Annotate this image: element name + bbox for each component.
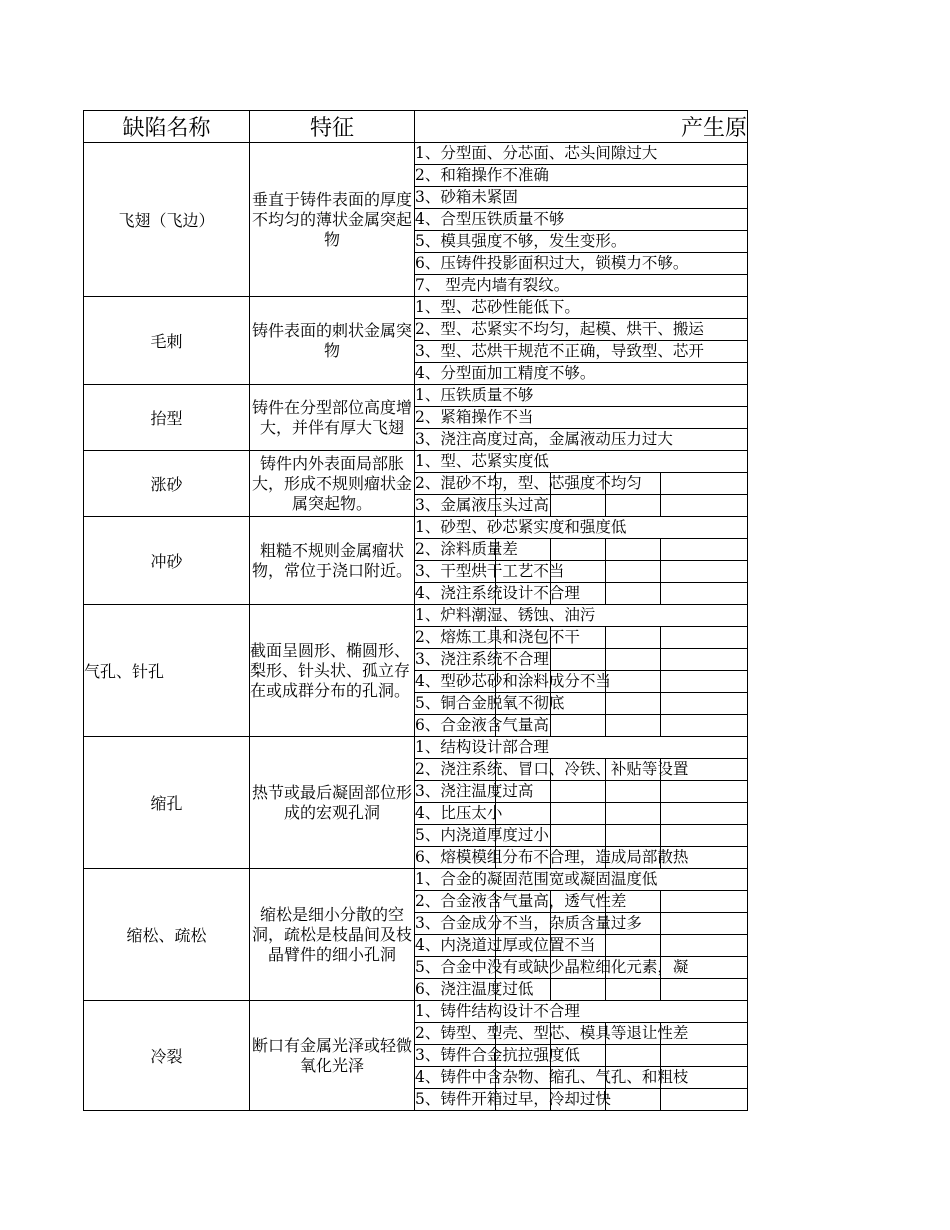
sheet-grid-line — [495, 1067, 496, 1088]
defect-name-cell: 抬型 — [84, 385, 250, 451]
defect-name-cell: 缩孔 — [84, 737, 250, 869]
cause-text: 4、比压太小 — [415, 804, 503, 822]
sheet-grid-line — [550, 1089, 551, 1110]
sheet-grid-line — [605, 759, 606, 780]
cause-cell — [415, 957, 748, 979]
cause-text: 4、分型面加工精度不够。 — [415, 364, 596, 382]
sheet-grid-line — [495, 1023, 496, 1044]
sheet-grid-line — [550, 1045, 551, 1066]
defect-table-sheet — [83, 110, 747, 1114]
sheet-grid-line — [605, 495, 606, 516]
cause-text: 6、合金液含气量高 — [415, 716, 549, 734]
sheet-grid-line — [550, 1023, 551, 1044]
cause-text: 5、内浇道厚度过小 — [415, 826, 549, 844]
cause-cell — [415, 803, 748, 825]
cause-cell — [415, 561, 748, 583]
cause-text: 2、熔炼工具和浇包不干 — [415, 628, 580, 646]
sheet-grid-line — [605, 583, 606, 604]
cause-cell — [415, 583, 748, 605]
sheet-grid-line — [550, 847, 551, 868]
cause-cell — [415, 319, 748, 341]
sheet-grid-line — [660, 671, 661, 692]
sheet-grid-line — [495, 693, 496, 714]
cause-cell — [415, 165, 748, 187]
sheet-grid-line — [605, 693, 606, 714]
sheet-grid-line — [660, 913, 661, 934]
sheet-grid-line — [495, 759, 496, 780]
cause-cell — [415, 517, 748, 539]
cause-text: 2、混砂不均，型、芯强度不均匀 — [415, 474, 642, 492]
defect-name-cell: 飞翅（飞边） — [84, 143, 250, 297]
sheet-grid-line — [495, 781, 496, 802]
sheet-grid-line — [605, 1045, 606, 1066]
sheet-grid-line — [495, 627, 496, 648]
cause-cell — [415, 539, 748, 561]
cause-cell — [415, 1023, 748, 1045]
cause-text: 6、熔模模组分布不合理，造成局部散热 — [415, 848, 689, 866]
cause-cell — [415, 649, 748, 671]
cause-text: 3、合金成分不当，杂质含量过多 — [415, 914, 642, 932]
cause-text: 5、铸件开箱过早，冷却过快 — [415, 1090, 611, 1108]
sheet-grid-line — [660, 715, 661, 736]
cause-text: 7、 型壳内墙有裂纹。 — [415, 276, 570, 294]
sheet-grid-line — [660, 495, 661, 516]
cause-text: 2、浇注系统、冒口、冷铁、补贴等设置 — [415, 760, 689, 778]
sheet-grid-line — [605, 1067, 606, 1088]
cause-text: 1、结构设计部合理 — [415, 738, 549, 756]
cause-text: 6、压铸件投影面积过大，锁模力不够。 — [415, 254, 689, 272]
defect-feature-cell: 热节或最后凝固部位形成的宏观孔洞 — [250, 737, 415, 869]
defect-feature-cell: 断口有金属光泽或轻微氧化光泽 — [250, 1001, 415, 1111]
cause-text: 3、型、芯烘干规范不正确，导致型、芯开 — [415, 342, 704, 360]
sheet-grid-line — [550, 803, 551, 824]
cause-row — [84, 605, 748, 627]
cause-text: 2、和箱操作不准确 — [415, 166, 549, 184]
sheet-grid-line — [495, 935, 496, 956]
sheet-grid-line — [495, 913, 496, 934]
cause-cell — [415, 671, 748, 693]
sheet-grid-line — [605, 1089, 606, 1110]
sheet-grid-line — [660, 693, 661, 714]
cause-row — [84, 143, 748, 165]
sheet-grid-line — [660, 627, 661, 648]
cause-cell — [415, 429, 748, 451]
sheet-grid-line — [550, 495, 551, 516]
sheet-grid-line — [495, 539, 496, 560]
cause-cell — [415, 473, 748, 495]
cause-text: 5、铜合金脱氧不彻底 — [415, 694, 565, 712]
cause-row — [84, 297, 748, 319]
header-cause: 产生原 — [415, 111, 748, 143]
defect-feature-cell: 铸件内外表面局部胀大，形成不规则瘤状金属突起物。 — [250, 451, 415, 517]
sheet-grid-line — [660, 957, 661, 978]
sheet-grid-line — [550, 671, 551, 692]
cause-cell — [415, 1089, 748, 1111]
defect-name-cell: 缩松、疏松 — [84, 869, 250, 1001]
sheet-grid-line — [495, 649, 496, 670]
sheet-grid-line — [495, 979, 496, 1000]
cause-row — [84, 385, 748, 407]
sheet-grid-line — [495, 803, 496, 824]
sheet-grid-line — [550, 957, 551, 978]
cause-row — [84, 451, 748, 473]
sheet-grid-line — [495, 473, 496, 494]
sheet-grid-line — [550, 891, 551, 912]
defect-name-cell: 毛刺 — [84, 297, 250, 385]
header-defect-name: 缺陷名称 — [84, 111, 250, 143]
cause-text: 4、型砂芯砂和涂料成分不当 — [415, 672, 611, 690]
sheet-grid-line — [660, 979, 661, 1000]
cause-cell — [415, 407, 748, 429]
sheet-grid-line — [660, 1089, 661, 1110]
sheet-grid-line — [660, 1045, 661, 1066]
sheet-grid-line — [660, 561, 661, 582]
sheet-grid-line — [495, 825, 496, 846]
sheet-grid-line — [605, 979, 606, 1000]
sheet-grid-line — [605, 847, 606, 868]
sheet-grid-line — [550, 473, 551, 494]
cause-text: 5、模具强度不够，发生变形。 — [415, 232, 627, 250]
sheet-grid-line — [605, 649, 606, 670]
sheet-grid-line — [605, 913, 606, 934]
sheet-grid-line — [550, 715, 551, 736]
cause-cell — [415, 715, 748, 737]
cause-cell — [415, 913, 748, 935]
cause-cell — [415, 627, 748, 649]
cause-cell — [415, 253, 748, 275]
defect-feature-cell: 铸件在分型部位高度增大，并伴有厚大飞翅 — [250, 385, 415, 451]
sheet-grid-line — [495, 957, 496, 978]
sheet-grid-line — [550, 979, 551, 1000]
defect-feature-cell: 缩松是细小分散的空洞，疏松是枝晶间及枝晶臂件的细小孔洞 — [250, 869, 415, 1001]
cause-row — [84, 869, 748, 891]
sheet-grid-line — [605, 561, 606, 582]
cause-cell — [415, 759, 748, 781]
cause-cell — [415, 1045, 748, 1067]
cause-cell — [415, 979, 748, 1001]
cause-cell — [415, 1067, 748, 1089]
cause-text: 4、合型压铁质量不够 — [415, 210, 565, 228]
cause-cell — [415, 275, 748, 297]
defect-feature-cell: 粗糙不规则金属瘤状物，常位于浇口附近。 — [250, 517, 415, 605]
sheet-grid-line — [605, 781, 606, 802]
cause-cell — [415, 869, 748, 891]
sheet-grid-line — [605, 715, 606, 736]
cause-cell — [415, 1001, 748, 1023]
sheet-grid-line — [660, 759, 661, 780]
sheet-grid-line — [495, 1089, 496, 1110]
cause-cell — [415, 495, 748, 517]
sheet-grid-line — [495, 1045, 496, 1066]
sheet-grid-line — [660, 1023, 661, 1044]
cause-text: 1、型、芯砂性能低下。 — [415, 298, 580, 316]
cause-cell — [415, 891, 748, 913]
sheet-grid-line — [550, 561, 551, 582]
cause-cell — [415, 825, 748, 847]
cause-text: 1、炉料潮湿、锈蚀、油污 — [415, 606, 596, 624]
cause-text: 2、涂料质量差 — [415, 540, 518, 558]
cause-cell — [415, 781, 748, 803]
cause-text: 3、砂箱未紧固 — [415, 188, 518, 206]
sheet-grid-line — [605, 891, 606, 912]
sheet-grid-line — [660, 803, 661, 824]
sheet-grid-line — [495, 671, 496, 692]
cause-cell — [415, 935, 748, 957]
sheet-grid-line — [660, 473, 661, 494]
defect-table — [83, 110, 748, 1111]
cause-text: 4、内浇道过厚或位置不当 — [415, 936, 596, 954]
cause-text: 2、紧箱操作不当 — [415, 408, 534, 426]
sheet-grid-line — [660, 539, 661, 560]
cause-cell — [415, 385, 748, 407]
header-feature: 特征 — [250, 111, 415, 143]
sheet-grid-line — [495, 847, 496, 868]
defect-feature-cell: 铸件表面的刺状金属突物 — [250, 297, 415, 385]
sheet-grid-line — [550, 649, 551, 670]
cause-row — [84, 517, 748, 539]
cause-text: 1、铸件结构设计不合理 — [415, 1002, 580, 1020]
cause-cell — [415, 187, 748, 209]
defect-name-cell: 冷裂 — [84, 1001, 250, 1111]
cause-text: 4、铸件中含杂物、缩孔、气孔、和粗枝 — [415, 1068, 689, 1086]
defect-table-body — [84, 143, 748, 1111]
cause-text: 4、浇注系统设计不合理 — [415, 584, 580, 602]
sheet-grid-line — [605, 671, 606, 692]
header-row — [84, 111, 748, 143]
sheet-grid-line — [605, 539, 606, 560]
sheet-grid-line — [550, 1067, 551, 1088]
sheet-grid-line — [550, 693, 551, 714]
sheet-grid-line — [550, 935, 551, 956]
cause-text: 5、合金中没有或缺少晶粒细化元素，凝 — [415, 958, 689, 976]
sheet-grid-line — [495, 715, 496, 736]
sheet-grid-line — [660, 825, 661, 846]
cause-cell — [415, 297, 748, 319]
cause-text: 2、合金液含气量高，透气性差 — [415, 892, 627, 910]
cause-text: 3、铸件合金抗拉强度低 — [415, 1046, 580, 1064]
sheet-grid-line — [550, 913, 551, 934]
cause-cell — [415, 341, 748, 363]
cause-cell — [415, 737, 748, 759]
sheet-grid-line — [495, 583, 496, 604]
sheet-grid-line — [660, 1067, 661, 1088]
sheet-grid-line — [550, 759, 551, 780]
sheet-grid-line — [495, 495, 496, 516]
cause-cell — [415, 451, 748, 473]
cause-text: 3、浇注温度过高 — [415, 782, 534, 800]
cause-text: 1、分型面、分芯面、芯头间隙过大 — [415, 144, 658, 162]
sheet-grid-line — [550, 583, 551, 604]
defect-name-cell: 涨砂 — [84, 451, 250, 517]
cause-text: 3、金属液压头过高 — [415, 496, 549, 514]
cause-text: 2、型、芯紧实不均匀，起模、烘干、搬运 — [415, 320, 704, 338]
sheet-grid-line — [550, 825, 551, 846]
cause-row — [84, 1001, 748, 1023]
cause-cell — [415, 693, 748, 715]
sheet-grid-line — [660, 847, 661, 868]
defect-name-cell: 气孔、针孔 — [84, 605, 250, 737]
cause-text: 2、铸型、型壳、型芯、模具等退让性差 — [415, 1024, 689, 1042]
cause-cell — [415, 363, 748, 385]
cause-text: 3、浇注系统不合理 — [415, 650, 549, 668]
sheet-grid-line — [605, 473, 606, 494]
sheet-grid-line — [605, 935, 606, 956]
sheet-grid-line — [605, 803, 606, 824]
sheet-grid-line — [660, 935, 661, 956]
cause-row — [84, 737, 748, 759]
cause-text: 6、浇注温度过低 — [415, 980, 534, 998]
defect-feature-cell: 截面呈圆形、椭圆形、梨形、针头状、孤立存在或成群分布的孔洞。 — [250, 605, 415, 737]
sheet-grid-line — [605, 1023, 606, 1044]
cause-cell — [415, 605, 748, 627]
cause-cell — [415, 143, 748, 165]
sheet-grid-line — [550, 539, 551, 560]
sheet-grid-line — [495, 561, 496, 582]
cause-text: 1、压铁质量不够 — [415, 386, 534, 404]
cause-text: 3、浇注高度过高，金属液动压力过大 — [415, 430, 673, 448]
sheet-grid-line — [550, 781, 551, 802]
sheet-grid-line — [660, 891, 661, 912]
cause-text: 3、干型烘干工艺不当 — [415, 562, 565, 580]
defect-name-cell: 冲砂 — [84, 517, 250, 605]
sheet-grid-line — [495, 891, 496, 912]
sheet-grid-line — [550, 627, 551, 648]
cause-cell — [415, 847, 748, 869]
cause-cell — [415, 209, 748, 231]
cause-text: 1、砂型、砂芯紧实度和强度低 — [415, 518, 627, 536]
cause-cell — [415, 231, 748, 253]
sheet-grid-line — [660, 649, 661, 670]
sheet-grid-line — [605, 627, 606, 648]
cause-text: 1、合金的凝固范围宽或凝固温度低 — [415, 870, 658, 888]
sheet-grid-line — [605, 957, 606, 978]
sheet-grid-line — [605, 825, 606, 846]
sheet-grid-line — [660, 583, 661, 604]
cause-text: 1、型、芯紧实度低 — [415, 452, 549, 470]
defect-feature-cell: 垂直于铸件表面的厚度不均匀的薄状金属突起物 — [250, 143, 415, 297]
sheet-grid-line — [660, 781, 661, 802]
